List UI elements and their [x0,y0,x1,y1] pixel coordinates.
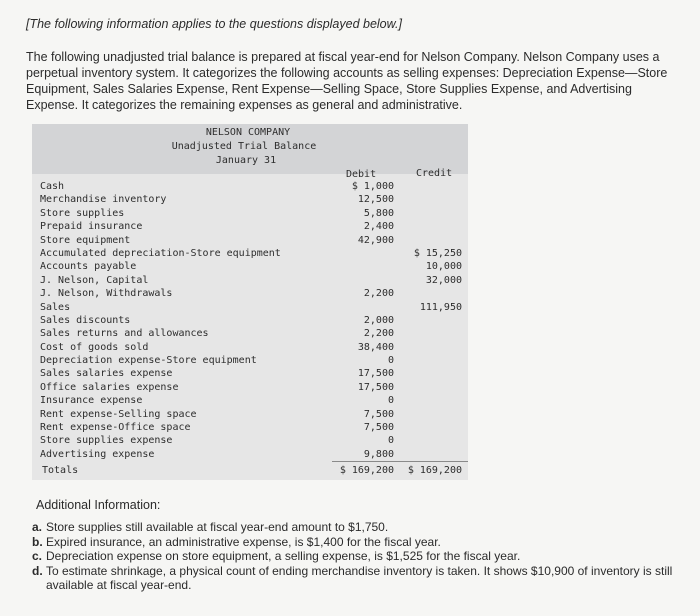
account-name: Accumulated depreciation-Store equipment [40,247,281,259]
table-row [32,180,468,193]
table-row [32,421,468,434]
account-name: Rent expense-Office space [40,422,191,434]
account-name: Office salaries expense [40,381,179,393]
account-name: Accounts payable [40,261,137,273]
account-name: Insurance expense [40,395,143,407]
debit-amount: 0 [387,435,394,447]
account-name: Store supplies [40,207,125,219]
table-row [32,408,468,421]
debit-amount: 2,200 [363,288,394,300]
account-name: Sales discounts [40,314,131,326]
totals-divider [332,461,468,462]
table-row [32,314,468,327]
table-row [32,234,468,247]
credit-column-header: Credit [416,168,453,179]
debit-amount: 0 [387,355,394,367]
list-item [32,549,692,564]
item-letter: c. [32,549,43,563]
table-row [32,301,468,314]
table-row [32,394,468,407]
account-name: Cash [40,181,65,192]
table-row [32,287,468,300]
company-name: NELSON COMPANY [205,127,291,138]
debit-column-header: Debit [346,169,377,180]
debit-amount: 5,800 [363,207,394,219]
totals-label: Totals [42,465,79,476]
trial-balance-header [32,124,468,174]
credit-amount: $ 15,250 [413,247,462,259]
account-name: Cost of goods sold [40,341,149,353]
debit-amount: 7,500 [363,422,394,434]
statement-date: January 31 [215,155,277,166]
debit-amount: 7,500 [363,408,394,420]
list-item [32,535,692,550]
table-row [32,327,468,340]
totals-row [32,464,468,478]
account-name: Store equipment [40,234,131,246]
additional-info-title: Additional Information: [36,498,161,512]
debit-amount: 42,900 [357,234,394,246]
item-text: Depreciation expense on store equipment, a selling expense, is $1,525 for the fiscal year. [46,549,521,563]
debit-amount: 2,200 [363,328,394,340]
account-name: J. Nelson, Withdrawals [40,288,173,300]
debit-amount: 17,500 [357,368,394,380]
intro-note: [The following information applies to the questions displayed below.] [26,17,402,31]
account-name: J. Nelson, Capital [40,274,149,286]
intro-paragraph: The following unadjusted trial balance is prepared at fiscal year-end for Nelson Company. Nelson Company uses a perpetual inventory system. It categorizes the following accounts as selling expenses: Depreciation Expense—Store Equipment, Sales Salaries Expense, Rent Expense—Selling Space, Store Supplies Expense, and Advertising Expense. It categorizes the remaining expenses as general and administrative. [26,50,668,112]
trial-balance-rows [32,180,468,461]
account-name: Depreciation expense-Store equipment [40,355,257,367]
debit-amount: 0 [387,395,394,407]
debit-amount: $ 1,000 [351,181,394,192]
statement-title: Unadjusted Trial Balance [171,141,317,152]
credit-total: $ 169,200 [407,465,462,476]
account-name: Sales returns and allowances [40,328,209,340]
account-name: Sales [40,301,71,313]
credit-amount: 32,000 [425,274,462,286]
credit-amount: 10,000 [425,261,462,273]
list-item [32,520,692,535]
table-row [32,207,468,220]
table-row [32,220,468,233]
account-name: Advertising expense [40,448,155,460]
account-name: Sales salaries expense [40,368,173,380]
table-row [32,260,468,273]
list-item [32,564,692,593]
item-letter: b. [32,534,43,549]
debit-amount: 12,500 [357,194,394,206]
debit-total: $ 169,200 [339,465,394,476]
item-letter: a. [32,520,43,534]
trial-balance-table [32,124,468,480]
account-name: Store supplies expense [40,435,173,447]
debit-amount: 9,800 [363,448,394,460]
table-row [32,341,468,354]
item-text: To estimate shrinkage, a physical count of ending merchandise inventory is taken. It shows $10,900 of inventory is still available at fiscal year-end. [46,563,673,592]
account-name: Merchandise inventory [40,194,167,206]
debit-amount: 17,500 [357,381,394,393]
table-row [32,448,468,461]
table-row [32,274,468,287]
account-name: Prepaid insurance [40,221,143,233]
item-letter: d. [32,563,43,578]
table-row [32,193,468,206]
credit-amount: 111,950 [419,301,462,313]
table-row [32,381,468,394]
table-row [32,434,468,447]
debit-amount: 2,000 [363,314,394,326]
table-row [32,247,468,260]
debit-amount: 38,400 [357,341,394,353]
table-row [32,354,468,367]
additional-info-list [32,520,692,593]
item-text: Expired insurance, an administrative expense, is $1,400 for the fiscal year. [46,534,441,549]
table-row [32,367,468,380]
account-name: Rent expense-Selling space [40,408,197,420]
debit-amount: 2,400 [363,221,394,233]
item-text: Store supplies still available at fiscal year-end amount to $1,750. [46,520,389,534]
